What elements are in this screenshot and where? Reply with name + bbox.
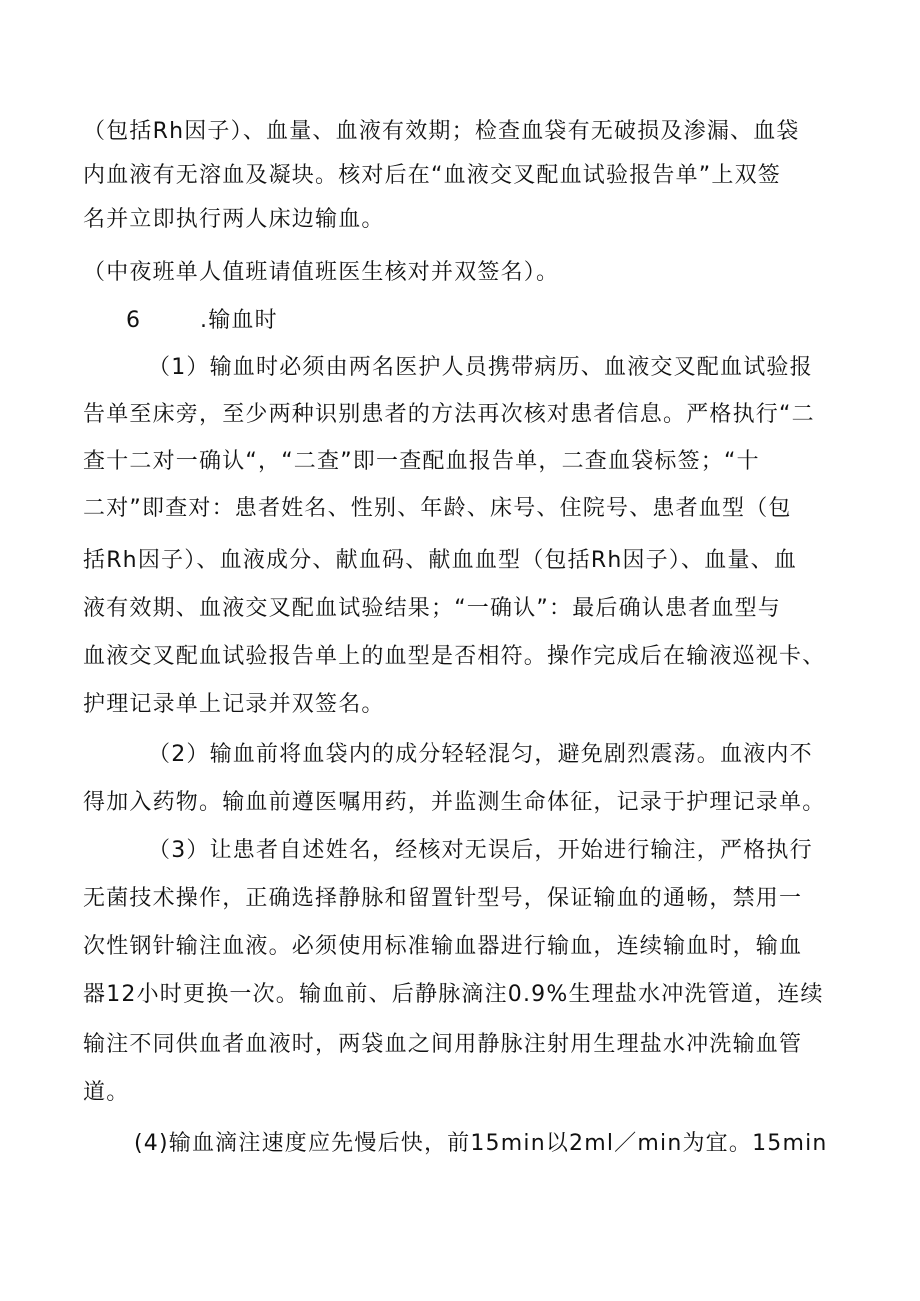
text-line: 护理记录单上记录并双签名。 [83, 692, 385, 717]
text-line: 输注不同供血者血液时，两袋血之间用静脉注射用生理盐水冲洗输血管 [83, 1032, 803, 1057]
text-line: （中夜班单人值班请值班医生核对并双签名）。 [83, 260, 560, 285]
text-line: （1）输血时必须由两名医护人员携带病历、血液交叉配血试验报 [148, 355, 813, 380]
text-line: 无菌技术操作，正确选择静脉和留置针型号，保证输血的通畅，禁用一 [83, 886, 803, 911]
section-number: 6 [126, 308, 140, 333]
text-line: 血液交叉配血试验报告单上的血型是否相符。操作完成后在输液巡视卡、 [83, 644, 826, 669]
text-line: 得加入药物。输血前遵医嘱用药，并监测生命体征，记录于护理记录单。 [83, 790, 826, 815]
text-line: 器12小时更换一次。输血前、后静脉滴注0.9%生理盐水冲洗管道，连续 [83, 982, 824, 1007]
text-line: 名并立即执行两人床边输血。 [83, 207, 385, 232]
text-line: 告单至床旁，至少两种识别患者的方法再次核对患者信息。严格执行“二 [83, 402, 815, 427]
text-line: 液有效期、血液交叉配血试验结果；“一确认”：最后确认患者血型与 [83, 596, 781, 621]
text-line: 道。 [83, 1080, 130, 1105]
text-line: (4)输血滴注速度应先慢后快，前15min以2ml／min为宜。15min [134, 1131, 828, 1156]
text-line: （2）输血前将血袋内的成分轻轻混匀，避免剧烈震荡。血液内不 [148, 742, 813, 767]
text-line: 括Rh因子）、血液成分、献血码、献血血型（包括Rh因子）、血量、血 [83, 548, 798, 573]
text-line: （包括Rh因子）、血量、血液有效期；检查血袋有无破损及渗漏、血袋 [83, 119, 800, 144]
text-line: 查十二对一确认“，“二查”即一查配血报告单，二查血袋标签；“十 [83, 449, 760, 474]
section-heading: .输血时 [200, 308, 278, 333]
text-line: （3）让患者自述姓名，经核对无误后，开始进行输注，严格执行 [148, 838, 813, 863]
text-line: 内血液有无溶血及凝块。核对后在“血液交叉配血试验报告单”上双签 [83, 163, 781, 188]
text-line: 二对”即查对：患者姓名、性别、年龄、床号、住院号、患者血型（包 [83, 496, 792, 521]
text-line: 次性钢针输注血液。必须使用标准输血器进行输血，连续输血时，输血 [83, 934, 803, 959]
